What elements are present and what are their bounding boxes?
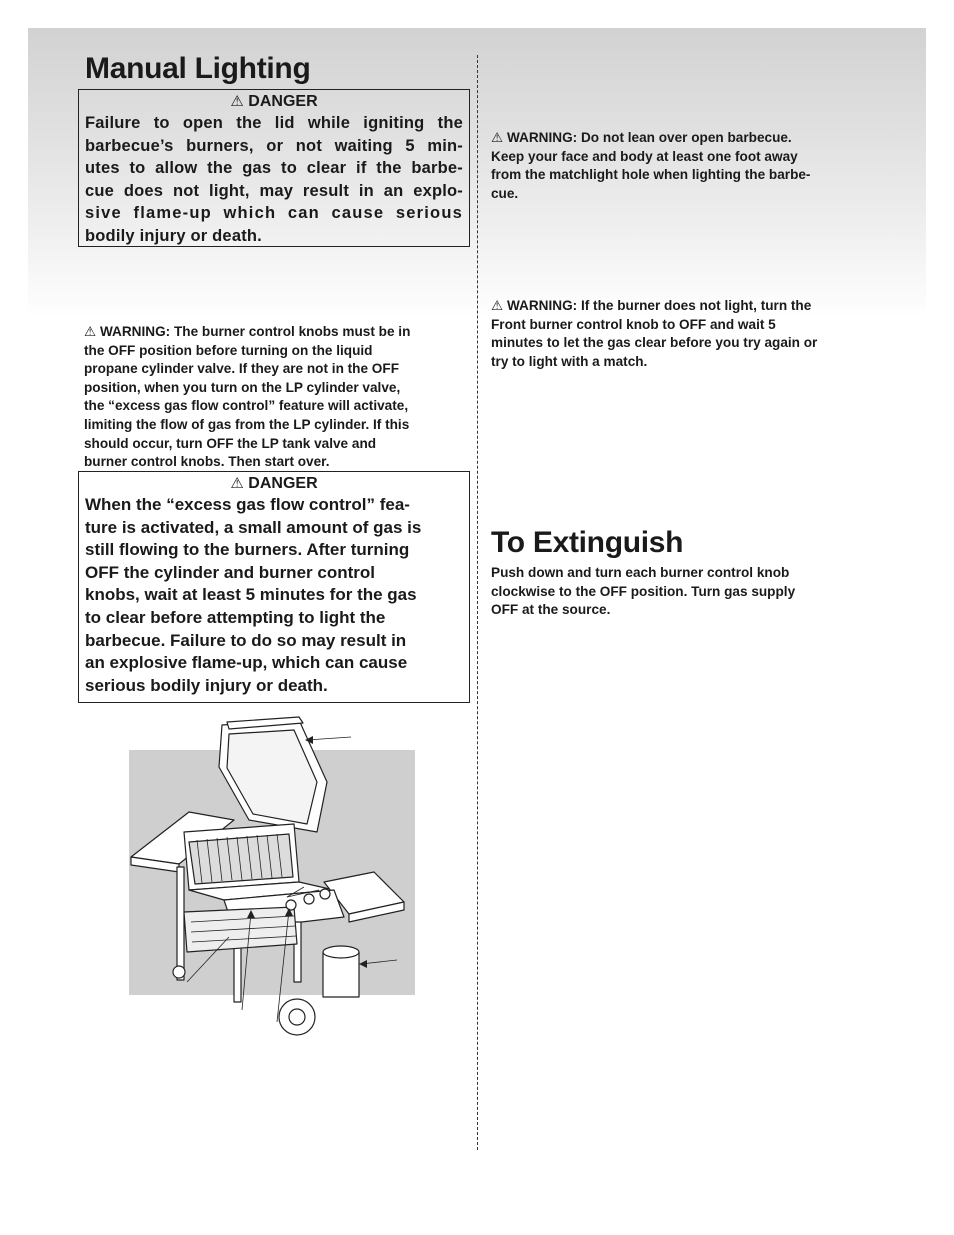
text-line: knobs, wait at least 5 minutes for the gas: [85, 585, 417, 605]
text-line: to clear before attempting to light the: [85, 607, 386, 627]
text-line: try to light with a match.: [491, 353, 648, 369]
text-line: propane cylinder valve. If they are not in the OFF: [84, 361, 399, 377]
danger-heading: [85, 92, 463, 111]
text-line: cue does not light, may result in an explo-: [85, 181, 463, 200]
text-line: Keep your face and body at least one foot away: [491, 148, 798, 164]
text-line: limiting the flow of gas from the LP cylinder. If this: [84, 416, 410, 432]
text-line: Failure to open the lid while igniting the: [85, 114, 463, 132]
danger-label: DANGER: [248, 475, 318, 492]
text-line: from the matchlight hole when lighting the barbe-: [491, 167, 811, 183]
text-line: the OFF position before turning on the liquid: [84, 342, 373, 358]
text-line: barbecue. Failure to do so may result in: [85, 630, 407, 650]
text-line: utes to allow the gas to clear if the barbe-: [85, 159, 463, 178]
warning-triangle-icon: ⚠: [491, 298, 507, 313]
text-line: minutes to let the gas clear before you try again or: [491, 335, 818, 351]
warning-triangle-icon: ⚠: [491, 130, 507, 145]
text-line: Front burner control knob to OFF and wait 5: [491, 316, 776, 332]
danger-text: [85, 494, 463, 697]
warning-knobs-off: [84, 323, 469, 472]
column-divider: [477, 55, 478, 1150]
gas-grill-illustration: [129, 712, 416, 1047]
text-line: clockwise to the OFF position. Turn gas supply: [491, 583, 796, 599]
danger-label: DANGER: [248, 93, 318, 110]
manual-lighting-heading: Manual Lighting: [85, 52, 311, 85]
text-line: the “excess gas flow control” feature will activate,: [84, 398, 409, 414]
warning-triangle-icon: ⚠: [84, 324, 100, 339]
text-line: OFF the cylinder and burner control: [85, 562, 375, 582]
text-line: burner control knobs. Then start over.: [84, 454, 330, 470]
text-line: WARNING: If the burner does not light, turn the: [506, 298, 812, 313]
text-line: bodily injury or death.: [85, 226, 262, 245]
text-line: Push down and turn each burner control knob: [491, 565, 790, 580]
text-line: an explosive flame-up, which can cause: [85, 653, 408, 673]
to-extinguish-heading: To Extinguish: [491, 526, 684, 559]
text-line: cue.: [491, 185, 519, 201]
text-line: still flowing to the burners. After turning: [85, 540, 410, 560]
text-line: WARNING: Do not lean over open barbecue.: [506, 130, 792, 145]
danger-heading: [85, 474, 463, 493]
text-line: WARNING: The burner control knobs must be in: [99, 324, 411, 339]
text-line: When the “excess gas flow control” fea-: [85, 495, 410, 514]
warning-triangle-icon: ⚠: [230, 475, 244, 492]
text-line: ture is activated, a small amount of gas is: [85, 517, 422, 537]
text-line: serious bodily injury or death.: [85, 675, 328, 695]
danger-box-lid: [78, 89, 470, 247]
warning-burner-not-light: [491, 297, 871, 371]
text-line: position, when you turn on the LP cylinder valve,: [84, 379, 401, 395]
text-line: OFF at the source.: [491, 602, 611, 618]
warning-lean-over: [491, 129, 871, 203]
text-line: barbecue’s burners, or not waiting 5 min-: [85, 136, 463, 155]
danger-box-excess-flow: [78, 471, 470, 703]
extinguish-instructions: [491, 564, 871, 620]
danger-text: [85, 112, 463, 248]
warning-triangle-icon: ⚠: [230, 93, 244, 110]
text-line: sive flame-up which can cause serious: [85, 204, 463, 223]
text-line: should occur, turn OFF the LP tank valve and: [84, 435, 377, 451]
